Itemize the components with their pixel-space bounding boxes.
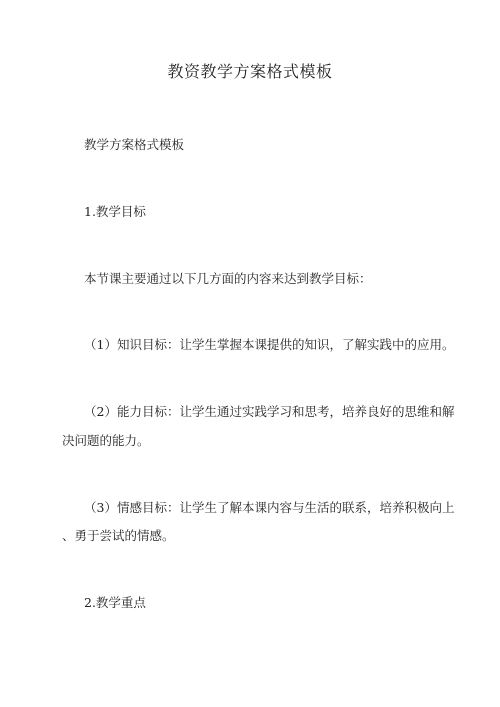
goal-ability-line-2: 决问题的能力。 bbox=[62, 433, 150, 448]
intro-paragraph: 本节课主要通过以下几方面的内容来达到教学目标： bbox=[84, 271, 372, 286]
section-heading-objectives: 1.教学目标 bbox=[84, 204, 146, 219]
document-subtitle: 教学方案格式模板 bbox=[84, 137, 185, 152]
document-title: 教资教学方案格式模板 bbox=[167, 62, 333, 81]
section-heading-key-points: 2.教学重点 bbox=[84, 595, 146, 610]
goal-ability-line-1: （2）能力目标：让学生通过实践学习和思考，培养良好的思维和解 bbox=[84, 404, 455, 419]
goal-emotion-line-2: 、勇于尝试的情感。 bbox=[62, 528, 175, 543]
goal-knowledge: （1）知识目标：让学生掌握本课提供的知识，了解实践中的应用。 bbox=[84, 337, 455, 352]
goal-emotion-line-1: （3）情感目标：让学生了解本课内容与生活的联系，培养积极向上 bbox=[84, 500, 455, 515]
